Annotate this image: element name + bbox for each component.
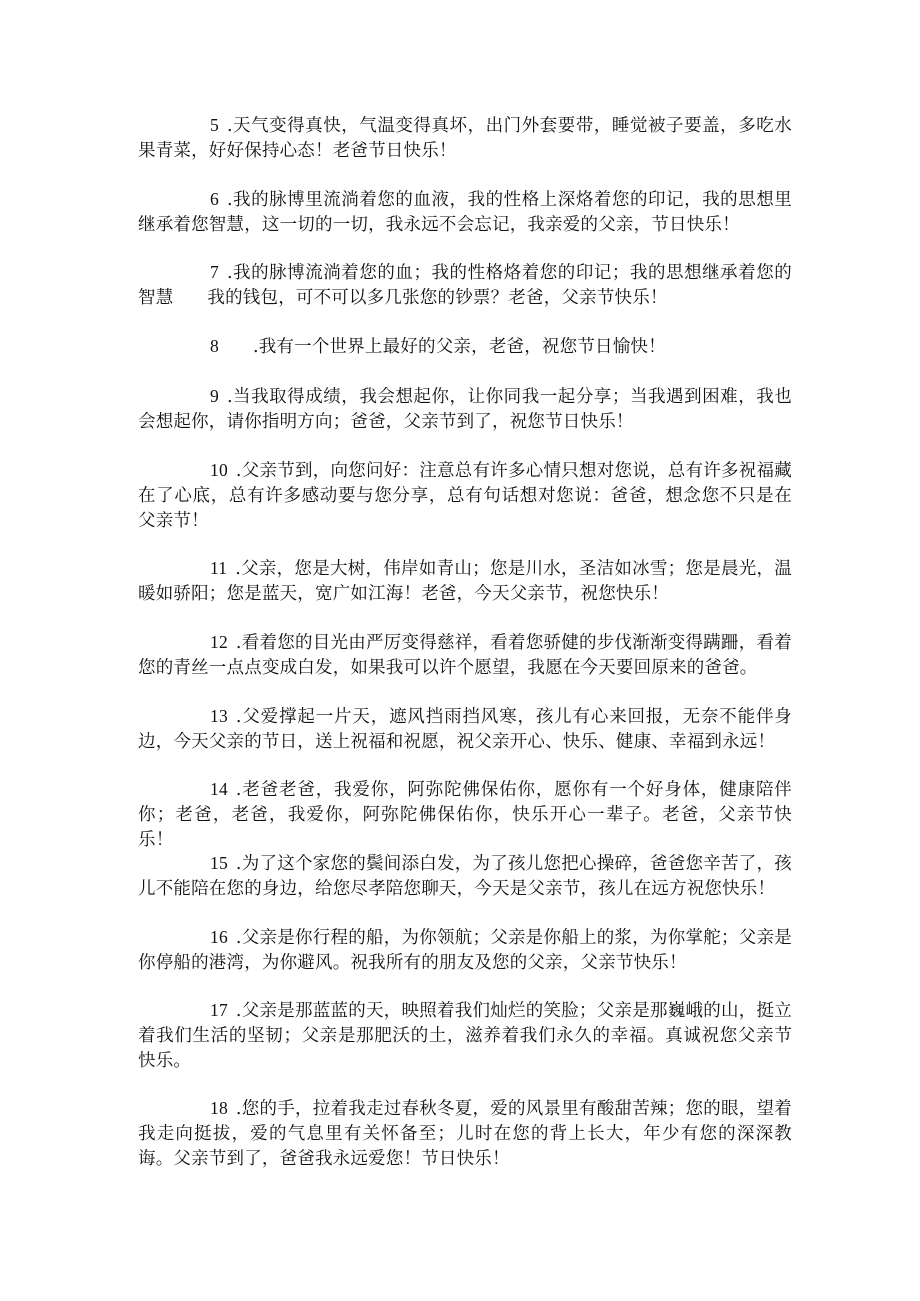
paragraph-9 xyxy=(138,384,792,435)
paragraph-8 xyxy=(138,334,792,360)
paragraph-text: .我的脉博流淌着您的血；我的性格烙着您的印记；我的思想继承着您的智慧 xyxy=(138,263,792,308)
paragraph-text: .父爱撑起一片天，遮风挡雨挡风寒，孩儿有心来回报，无奈不能伴身边，今天父亲的节日，送上祝福和祝愿，祝父亲开心、快乐、健康、幸福到永远！ xyxy=(138,707,792,752)
paragraph-14 xyxy=(138,777,792,853)
paragraph-number: 11 xyxy=(210,558,228,578)
paragraph-text: .为了这个家您的鬓间添白发，为了孩儿您把心操碎，爸爸您辛苦了，孩儿不能陪在您的身边，给您尽孝陪您聊天，今天是父亲节，孩儿在远方祝您快乐！ xyxy=(138,854,792,899)
paragraph-number: 18 xyxy=(210,1098,228,1118)
paragraph-number: 8 xyxy=(210,336,219,356)
paragraph-7 xyxy=(138,260,792,311)
paragraph-5 xyxy=(138,113,792,164)
paragraph-text: .您的手，拉着我走过春秋冬夏，爱的风景里有酸甜苦辣；您的眼，望着我走向挺拔，爱的气息里有关怀备至；儿时在您的背上长大，年少有您的深深教诲。父亲节到了，爸爸我永远爱您！节日快乐！ xyxy=(138,1099,792,1169)
paragraph-text: .父亲是你行程的船，为你领航；父亲是你船上的浆，为你掌舵；父亲是你停船的港湾，为你避风。祝我所有的朋友及您的父亲，父亲节快乐！ xyxy=(138,928,792,973)
paragraph-number: 9 xyxy=(210,386,219,406)
paragraph-10 xyxy=(138,458,792,534)
paragraph-text-continued: 我的钱包，可不可以多几张您的钞票？老爸，父亲节快乐！ xyxy=(207,288,668,308)
paragraph-13 xyxy=(138,704,792,755)
paragraph-text: .父亲是那蓝蓝的天，映照着我们灿烂的笑脸；父亲是那巍峨的山，挺立着我们生活的坚韧；父亲是那肥沃的土，滋养着我们永久的幸福。真诚祝您父亲节快乐。 xyxy=(138,1001,792,1071)
paragraph-text: .天气变得真快，气温变得真坏，出门外套要带，睡觉被子要盖，多吃水果青菜，好好保持心态！老爸节日快乐！ xyxy=(138,116,792,161)
paragraph-number: 6 xyxy=(210,189,219,209)
paragraph-6 xyxy=(138,187,792,238)
paragraph-17 xyxy=(138,998,792,1074)
paragraph-number: 14 xyxy=(210,779,228,799)
paragraph-number: 17 xyxy=(210,1000,228,1020)
paragraph-text: .父亲节到，向您问好：注意总有许多心情只想对您说，总有许多祝福藏在了心底，总有许多感动要与您分享，总有句话想对您说：爸爸，想念您不只是在父亲节！ xyxy=(138,461,792,531)
paragraph-11 xyxy=(138,556,792,607)
paragraph-number: 7 xyxy=(210,262,219,282)
paragraph-text: .看着您的目光由严厉变得慈祥，看着您骄健的步伐渐渐变得蹒跚，看着您的青丝一点点变成白发，如果我可以许个愿望，我愿在今天要回原来的爸爸。 xyxy=(138,633,792,678)
paragraph-text: .我的脉博里流淌着您的血液，我的性格上深烙着您的印记，我的思想里继承着您智慧，这一切的一切，我永远不会忘记，我亲爱的父亲，节日快乐！ xyxy=(138,190,792,235)
paragraph-number: 10 xyxy=(210,460,228,480)
paragraph-text: .当我取得成绩，我会想起你，让你同我一起分享；当我遇到困难，我也会想起你，请你指明方向；爸爸，父亲节到了，祝您节日快乐！ xyxy=(138,387,792,432)
paragraph-number: 13 xyxy=(210,706,228,726)
paragraph-12 xyxy=(138,630,792,681)
paragraph-16 xyxy=(138,925,792,976)
paragraph-number: 5 xyxy=(210,115,219,135)
paragraph-15 xyxy=(138,851,792,902)
paragraph-number: 16 xyxy=(210,927,228,947)
paragraph-text: .老爸老爸，我爱你，阿弥陀佛保佑你，愿你有一个好身体，健康陪伴你；老爸，老爸，我爱你，阿弥陀佛保佑你，快乐开心一辈子。老爸，父亲节快乐！ xyxy=(138,780,792,850)
paragraph-number: 12 xyxy=(210,632,228,652)
paragraph-18 xyxy=(138,1096,792,1172)
paragraph-text: .我有一个世界上最好的父亲，老爸，祝您节日愉快！ xyxy=(252,337,666,357)
paragraph-number: 15 xyxy=(210,853,228,873)
paragraph-text: .父亲，您是大树，伟岸如青山；您是川水，圣洁如冰雪；您是晨光，温暖如骄阳；您是蓝天，宽广如江海！老爸，今天父亲节，祝您快乐！ xyxy=(138,559,792,604)
